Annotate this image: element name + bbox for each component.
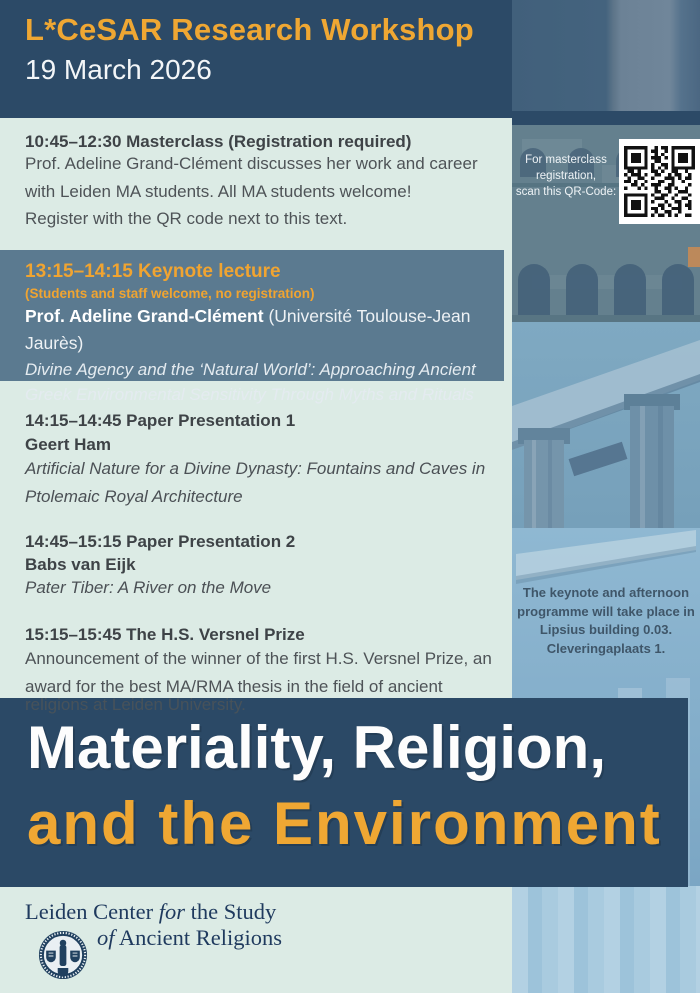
paper2-title: Pater Tiber: A River on the Move [25,578,272,597]
prize-body-overlapped-line: religions at Leiden University. [25,695,246,714]
masterclass-body-line: with Leiden MA students. All MA students welcome! [25,181,412,201]
paper1-heading: 14:15–14:45 Paper Presentation 1 [25,411,296,430]
main-title-band [0,698,688,887]
paper1-speaker: Geert Ham [25,435,111,454]
masterclass-body-line: Register with the QR code next to this text. [25,209,348,228]
qr-instruction-line: scan this QR-Code: [515,186,617,198]
org-line1-italic: for [158,899,185,924]
workshop-date: 19 March 2026 [25,54,212,85]
leiden-university-seal-icon [38,929,88,981]
masterclass-body [25,150,478,233]
prize-body-line: award for the best MA/RMA thesis in the field of ancient [25,676,443,696]
paper2-speaker: Babs van Eijk [25,555,136,574]
main-title-line2: and the Environment [27,790,662,857]
photo-columns-light [512,886,700,993]
photo-roman-temple [512,322,700,528]
org-line1-text2: the Study [190,899,277,924]
keynote-speaker: Prof. Adeline Grand-Clément [25,306,264,326]
main-title-line1: Materiality, Religion, [27,714,606,781]
prize-body [25,645,492,700]
org-line1-text: Leiden Center [25,899,154,924]
keynote-speaker-line [25,303,504,357]
keynote-affiliation: (Université Toulouse-Jean Jaurès) [25,306,471,353]
prize-heading: 15:15–15:45 The H.S. Versnel Prize [25,625,305,644]
org-line2-italic: of [97,925,115,950]
paper2-heading: 14:45–15:15 Paper Presentation 2 [25,532,296,551]
qr-code-icon [624,144,695,219]
org-line2-text: Ancient Religions [118,925,283,950]
workshop-title: L*CeSAR Research Workshop [25,12,474,47]
masterclass-heading: 10:45–12:30 Masterclass (Registration required) [25,132,412,151]
temple-illustration [512,322,700,528]
qr-instruction-line: registration, [535,170,597,182]
location-note [513,584,699,658]
masterclass-body-line: Prof. Adeline Grand-Clément discusses her work and career [25,154,478,173]
keynote-title-line: Divine Agency and the ‘Natural World’: Approaching Ancient [25,360,476,379]
keynote-section [0,250,504,404]
qr-code [619,139,700,224]
photo-acropolis-column [512,0,700,118]
paper1-title-line: Ptolemaic Royal Architecture [25,486,243,506]
organization-name-line1 [25,899,276,925]
keynote-title-line: Greek Environmental Sensitivity Through Myths and Rituals [25,385,474,404]
qr-instruction-line: For masterclass [525,154,607,166]
paper1-title-line: Artificial Nature for a Divine Dynasty: Fountains and Caves in [25,459,486,478]
location-note-line: The keynote and afternoon [522,585,690,600]
prize-body-line: Announcement of the winner of the first H.S. Versnel Prize, an [25,649,492,668]
location-note-line: Cleveringaplaats 1. [546,640,666,656]
qr-instruction [514,152,618,200]
organization-name-line2 [97,925,282,951]
location-note-line: programme will take place in [517,603,695,619]
keynote-subnote: (Students and staff welcome, no registration) [25,286,315,301]
location-note-line: Lipsius building 0.03. [539,622,673,637]
poster-header [0,0,512,118]
keynote-heading: 13:15–14:15 Keynote lecture [25,261,281,282]
paper1-title [25,455,485,510]
